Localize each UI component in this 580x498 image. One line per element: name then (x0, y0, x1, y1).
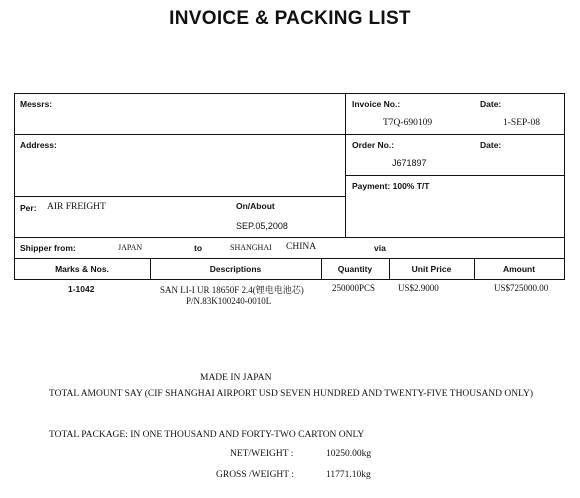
grid-rule-per (14, 196, 346, 197)
on-about-label: On/About (236, 201, 275, 211)
row-amount: US$725000.00 (494, 283, 549, 293)
column-header-descriptions: Descriptions (209, 264, 262, 274)
column-header-amount: Amount (502, 264, 536, 274)
net-weight-value: 10250.00kg (326, 449, 372, 459)
grid-rule-payment (345, 175, 565, 176)
grid-border-top (14, 93, 565, 94)
gross-weight-value: 11771.10kg (326, 470, 371, 480)
row-part-number: P/N.83K100240-0010L (186, 296, 272, 306)
invoice-date-label: Date: (480, 99, 502, 109)
grid-border-right (564, 93, 565, 280)
invoice-date-value: 1-SEP-08 (503, 118, 540, 128)
order-no-label: Order No.: (352, 140, 395, 150)
row-description: SAN LI-I UR 18650F 2.4(锂电电池芯) (160, 285, 304, 295)
total-amount-say: TOTAL AMOUNT SAY (CIF SHANGHAI AIRPORT USD SEVEN HUNDRED AND TWENTY-FIVE THOUSAND ONLY) (49, 389, 533, 399)
column-header-marks: Marks & Nos. (55, 264, 109, 274)
document-title: INVOICE & PACKING LIST (169, 8, 411, 29)
row-unit-price: US$2.9000 (398, 283, 439, 293)
per-value: AIR FREIGHT (47, 202, 106, 212)
address-label: Address: (20, 140, 57, 150)
order-no-value: J671897 (392, 158, 427, 168)
grid-border-left (14, 93, 15, 280)
payment-terms: Payment: 100% T/T (352, 181, 430, 191)
messrs-label: Messrs: (20, 99, 53, 109)
net-weight-label: NET/WEIGHT : (230, 449, 294, 459)
row-quantity: 250000PCS (332, 283, 376, 293)
via-label: via (374, 243, 386, 253)
on-about-value: SEP.05,2008 (236, 221, 288, 231)
invoice-no-value: T7Q-690109 (383, 118, 433, 128)
grid-rule-table-header (14, 279, 565, 280)
order-date-label: Date: (480, 140, 502, 150)
country-of-origin: MADE IN JAPAN (200, 373, 272, 383)
row-marks: 1-1042 (68, 284, 95, 294)
total-package: TOTAL PACKAGE: IN ONE THOUSAND AND FORTY-TWO CARTON ONLY (49, 430, 365, 440)
per-label: Per: (20, 203, 37, 213)
column-header-unit-price: Unit Price (411, 264, 452, 274)
to-label: to (194, 243, 203, 253)
grid-rule-address (14, 134, 565, 135)
gross-weight-label: GROSS /WEIGHT : (216, 470, 294, 480)
shipper-from-value: JAPAN (118, 243, 143, 252)
invoice-no-label: Invoice No.: (352, 99, 401, 109)
grid-divider-right-panel (345, 93, 346, 237)
column-header-quantity: Quantity (337, 264, 373, 274)
grid-rule-shipper (14, 237, 565, 238)
shipper-from-label: Shipper from: (20, 243, 76, 253)
to-country-value: CHINA (286, 242, 317, 252)
grid-rule-table-top (14, 258, 565, 259)
to-city-value: SHANGHAI (230, 243, 272, 252)
